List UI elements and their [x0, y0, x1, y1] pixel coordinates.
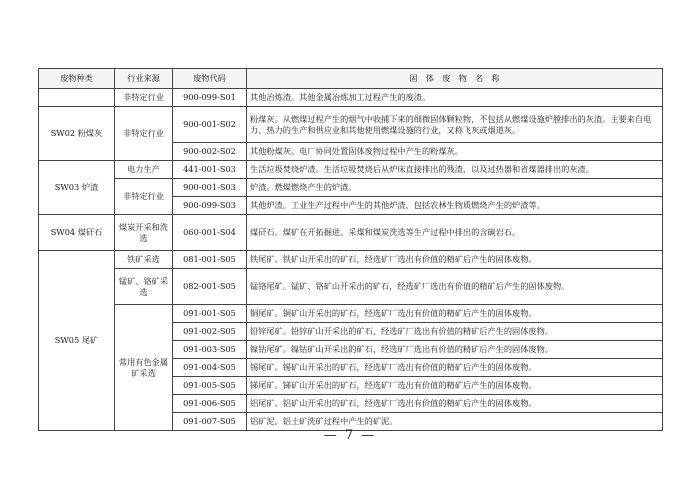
table-row [39, 179, 663, 197]
waste-name-cell: 其他炉渣。工业生产过程中产生的其他炉渣，包括农林生物质燃烧产生的炉渣等。 [247, 197, 663, 215]
industry-cell: 非特定行业 [115, 179, 173, 215]
waste-name-cell: 铝矿泥。铝土矿洗矿过程中产生的矿泥。 [247, 413, 663, 431]
page-number: — 7 — [323, 428, 377, 443]
waste-name-cell: 镍钴尾矿。镍钴矿山开采出的矿石，经选矿厂选出有价值的精矿后产生的固体废物。 [247, 341, 663, 359]
waste-code-cell: 900-001-S02 [173, 107, 247, 143]
waste-code-cell: 091-001-S05 [173, 305, 247, 323]
table-row [39, 89, 663, 107]
waste-type-cell-sw04: SW04 煤矸石 [39, 215, 115, 251]
waste-name-cell: 粉煤灰。从燃煤过程产生的烟气中收捕下来的细微固体颗粒物，不包括从燃煤设施炉膛排出的灰渣。主要来自电力、热力的生产和供应业和其他使用燃煤设施的行业，又称飞灰或烟道灰。 [247, 107, 663, 143]
waste-name-cell: 煤矸石。煤矿在开拓掘进、采煤和煤炭洗选等生产过程中排出的含碳岩石。 [247, 215, 663, 251]
table-row [39, 107, 663, 143]
waste-type-cell-sw02: SW02 粉煤灰 [39, 107, 115, 161]
header-waste-type: 废物种类 [39, 69, 115, 89]
waste-code-cell: 441-001-S03 [173, 161, 247, 179]
waste-code-cell: 081-001-S05 [173, 251, 247, 269]
header-waste-name: 固 体 废 物 名 称 [247, 69, 663, 89]
waste-code-cell: 091-007-S05 [173, 413, 247, 431]
waste-name-cell: 铅锌尾矿。铅锌矿山开采出的矿石，经选矿厂选出有价值的精矿后产生的固体废物。 [247, 323, 663, 341]
industry-cell: 常用有色金属矿采选 [115, 305, 173, 431]
waste-code-cell: 091-006-S05 [173, 395, 247, 413]
table-row [39, 269, 663, 305]
waste-name-cell: 其他粉煤灰。电厂协同处置固体废物过程中产生的粉煤灰。 [247, 143, 663, 161]
waste-code-cell: 900-002-S02 [173, 143, 247, 161]
industry-cell: 电力生产 [115, 161, 173, 179]
industry-cell: 煤炭开采和洗选 [115, 215, 173, 251]
waste-name-cell: 锡尾矿。锡矿山开采出的矿石，经选矿厂选出有价值的精矿后产生的固体废物。 [247, 359, 663, 377]
table-row [39, 251, 663, 269]
waste-name-cell: 炉渣。燃煤燃烧产生的炉渣。 [247, 179, 663, 197]
industry-cell: 铁矿采选 [115, 251, 173, 269]
table-header-row [39, 69, 663, 89]
waste-name-cell: 其他冶炼渣。其他金属冶炼加工过程产生的废渣。 [247, 89, 663, 107]
waste-type-cell [39, 89, 115, 107]
header-industry-source: 行业来源 [115, 69, 173, 89]
waste-code-cell: 900-099-S03 [173, 197, 247, 215]
industry-cell: 锰矿、铬矿采选 [115, 269, 173, 305]
waste-code-cell: 091-005-S05 [173, 377, 247, 395]
table-row [39, 305, 663, 323]
waste-code-cell: 900-001-S03 [173, 179, 247, 197]
table-row [39, 215, 663, 251]
waste-code-cell: 900-099-S01 [173, 89, 247, 107]
waste-name-cell: 铁尾矿。铁矿山开采出的矿石，经选矿厂选出有价值的精矿后产生的固体废物。 [247, 251, 663, 269]
waste-code-cell: 091-002-S05 [173, 323, 247, 341]
industry-cell: 非特定行业 [115, 89, 173, 107]
waste-name-cell: 生活垃圾焚烧炉渣。生活垃圾焚烧后从炉床直接排出的残渣，以及过热器和省煤器排出的灰渣。 [247, 161, 663, 179]
industry-cell: 非特定行业 [115, 107, 173, 161]
waste-name-cell: 锑尾矿。锑矿山开采出的矿石，经选矿厂选出有价值的精矿后产生的固体废物。 [247, 377, 663, 395]
table-row [39, 161, 663, 179]
waste-name-cell: 锰铬尾矿。锰矿、铬矿山开采出的矿石，经选矿厂选出有价值的精矿后产生的固体废物。 [247, 269, 663, 305]
waste-type-cell-sw05: SW05 尾矿 [39, 251, 115, 431]
waste-code-cell: 060-001-S04 [173, 215, 247, 251]
waste-code-cell: 082-001-S05 [173, 269, 247, 305]
waste-code-cell: 091-003-S05 [173, 341, 247, 359]
waste-type-cell-sw03: SW03 炉渣 [39, 161, 115, 215]
header-waste-code: 废物代码 [173, 69, 247, 89]
waste-name-cell: 铜尾矿。铜矿山开采出的矿石，经选矿厂选出有价值的精矿后产生的固体废物。 [247, 305, 663, 323]
solid-waste-table [38, 68, 663, 431]
waste-name-cell: 铝尾矿。铝矿山开采出的矿石，经选矿厂选出有价值的精矿后产生的固体废物。 [247, 395, 663, 413]
waste-code-cell: 091-004-S05 [173, 359, 247, 377]
